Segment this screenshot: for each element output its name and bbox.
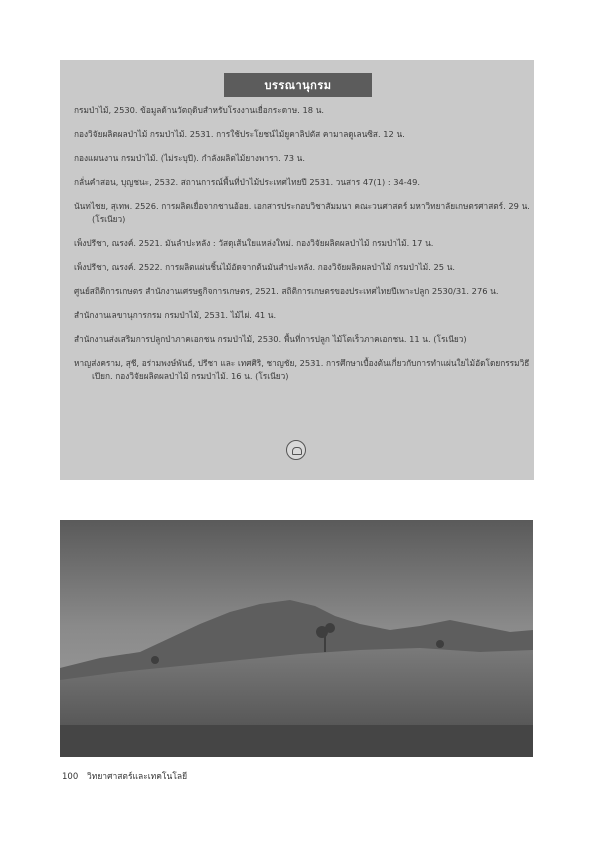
- page-footer: [62, 769, 187, 783]
- landscape-photo: [60, 520, 533, 757]
- reference-entry: กองวิจัยผลิตผลป่าไม้ กรมป่าไม้. 2531. การใช้ประโยชน์ไม้ยูคาลิปตัส คามาลดูเลนซิส. 12 น.: [74, 129, 405, 139]
- page-number: 100: [62, 772, 79, 782]
- reference-entry: สำนักงานเลขานุการกรม กรมป่าไม้, 2531. ไม้ไผ่. 41 น.: [74, 310, 277, 320]
- reference-entry: กองแผนงาน กรมป่าไม้. (ไม่ระบุปี). กำลังผลิตไม้ยางพารา. 73 น.: [74, 153, 305, 163]
- reference-entry: กลั่นคำสอน, บุญชนะ, 2532. สถานการณ์พื้นที่ป่าไม้ประเทศไทยปี 2531. วนสาร 47(1) : 34-49.: [74, 177, 420, 187]
- reference-entry: ศูนย์สถิติการเกษตร สำนักงานเศรษฐกิจการเกษตร, 2521. สถิติการเกษตรของประเทศไทยปีเพาะปลูก 2530/31. 276 น.: [74, 286, 499, 296]
- publication-name: วิทยาศาสตร์และเทคโนโลยี: [86, 772, 188, 782]
- emblem-icon: [286, 440, 306, 460]
- reference-list: [74, 104, 530, 394]
- bibliography-heading: บรรณานุกรม: [224, 73, 372, 97]
- reference-entry: นันทไชย, สุเทพ. 2526. การผลิตเยื่อจากชานอ้อย. เอกสารประกอบวิชาสัมมนา คณะวนศาสตร์ มหาวิทยาลัยเกษตรศาสตร์. 29 น. (โรเนียว): [74, 201, 530, 224]
- landscape-photo-graphic: [60, 520, 533, 757]
- reference-entry: หาญส่งคราม, สุชี, อร่ามพงษ์พันธ์, ปรีชา และ เทศศิริ, ชาญชัย, 2531. การศึกษาเบื้องต้นเกี่ยวกับการทำแผ่นใยไม้อัดโดยกรรมวิธีเปียก. กองวิจัยผลิตผลป่าไม้ กรมป่าไม้. 16 น. (โรเนียว): [74, 358, 530, 381]
- reference-entry: กรมป่าไม้, 2530. ข้อมูลด้านวัตถุดิบสำหรับโรงงานเยื่อกระดาษ. 18 น.: [74, 105, 325, 115]
- reference-entry: เพ็งปรีชา, ณรงค์. 2521. มันลำปะหลัง : วัสดุเส้นใยแหล่งใหม่. กองวิจัยผลิตผลป่าไม้ กรมป่าไม้. 17 น.: [74, 238, 434, 248]
- reference-entry: เพ็งปรีชา, ณรงค์. 2522. การผลิตแผ่นชิ้นไม้อัดจากต้นมันสำปะหลัง. กองวิจัยผลิตผลป่าไม้ กรมป่าไม้. 25 น.: [74, 262, 456, 272]
- reference-entry: สำนักงานส่งเสริมการปลูกป่าภาคเอกชน กรมป่าไม้, 2530. พื้นที่การปลูก ไม้โตเร็วภาคเอกชน. 11 น. (โรเนียว): [74, 334, 467, 344]
